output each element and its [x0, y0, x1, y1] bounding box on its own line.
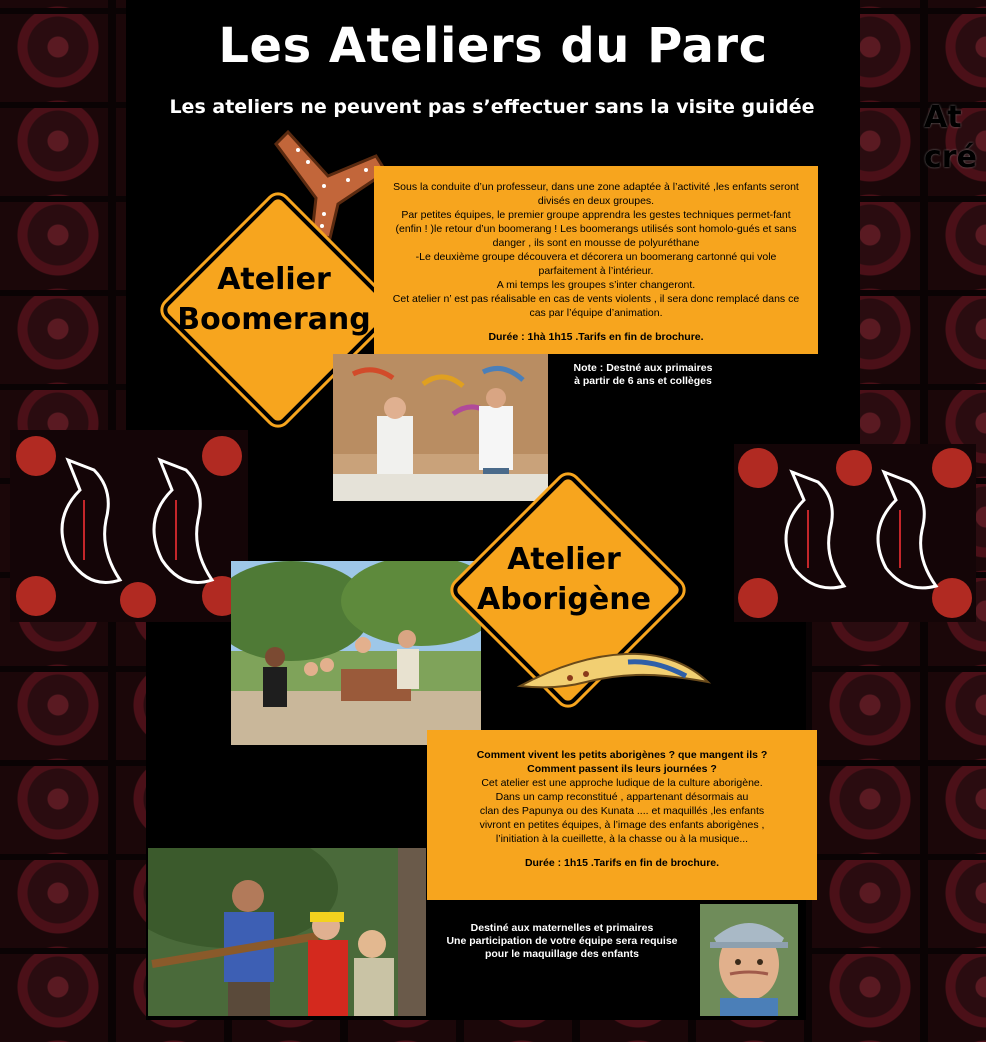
aborigine-paragraph: Comment passent ils leurs journées ?: [527, 763, 717, 775]
boomerang-note: [558, 362, 728, 388]
sign-line-2: Aborigène: [477, 582, 651, 617]
aborigine-paragraph: Dans un camp reconstitué , appartenant désormais au: [495, 791, 749, 803]
aborigine-note: [424, 922, 700, 961]
boomerang-paragraph: Sous la conduite d’un professeur, dans une zone adaptée à l’activité ,les enfants seront divisés en deux groupes.: [393, 181, 799, 207]
note-line-2: à partir de 6 ans et collèges: [574, 375, 712, 387]
sign-line-1: Atelier: [507, 542, 621, 577]
kangaroo-art-left: [10, 430, 248, 622]
note-line-3: pour le maquillage des enfants: [484, 948, 640, 960]
note-line-2: Une participation de votre équipe sera requise: [446, 935, 678, 947]
sign-line-1: Atelier: [217, 262, 331, 297]
page-subtitle: Les ateliers ne peuvent pas s’effectuer sans la visite guidée: [169, 96, 815, 118]
right-edge-text: [924, 98, 977, 178]
face-painted-child-photo: [700, 904, 798, 1016]
aborigine-description: [427, 730, 817, 900]
didgeridoo-photo: [148, 848, 426, 1016]
aborigine-paragraph: clan des Papunya ou des Kunata .... et maquillés ,les enfants: [479, 805, 765, 817]
boomerang-paragraph: A mi temps les groupes s’inter changeront.: [496, 279, 696, 291]
boomerang-paragraph: Cet atelier n’ est pas réalisable en cas de vents violents , il sera donc remplacé dans ce cas par l’équipe d’animation.: [392, 293, 800, 319]
aborigine-paragraph: Comment vivent les petits aborigènes ? que mangent ils ?: [476, 749, 768, 761]
boomerang-paragraph: Par petites équipes, le premier groupe apprendra les gestes techniques permet-fant (enfin ! )le retour d’un boomerang ! Les boomerangs utilisés sont homolo-gués et sans danger , ils sont en mousse de polyuréthane: [395, 209, 797, 249]
boomerang-sign-label: [162, 260, 386, 340]
boomerang-paragraph: -Le deuxième groupe découvera et décorera un boomerang cartonné qui vole parfaitement à l’intérieur.: [415, 251, 777, 277]
aborigine-paragraph: vivront en petites équipes, à l’image des enfants aborigènes ,: [479, 819, 765, 831]
aborigine-sign-label: [452, 540, 676, 620]
painted-boomerang-illustration: [516, 648, 712, 698]
boomerang-description: [374, 166, 818, 354]
sign-line-2: Boomerang: [177, 302, 371, 337]
aborigine-duration: Durée : 1h15 .Tarifs en fin de brochure.: [524, 857, 720, 869]
note-line-1: Note : Destné aux primaires: [573, 362, 713, 374]
kangaroo-art-right: [734, 444, 976, 622]
note-line-1: Destiné aux maternelles et primaires: [470, 922, 654, 934]
edge-text-2: cré: [924, 140, 977, 175]
aborigine-paragraph: Cet atelier est une approche ludique de la culture aborigène.: [481, 777, 763, 789]
edge-text-1: At: [924, 100, 962, 135]
aborigine-camp-photo: [231, 561, 481, 745]
page-title: Les Ateliers du Parc: [218, 18, 768, 74]
boomerang-duration: Durée : 1hà 1h15 .Tarifs en fin de brochure.: [488, 331, 704, 343]
aborigine-paragraph: l’initiation à la cueillette, à la chasse ou à la musique...: [495, 833, 749, 845]
